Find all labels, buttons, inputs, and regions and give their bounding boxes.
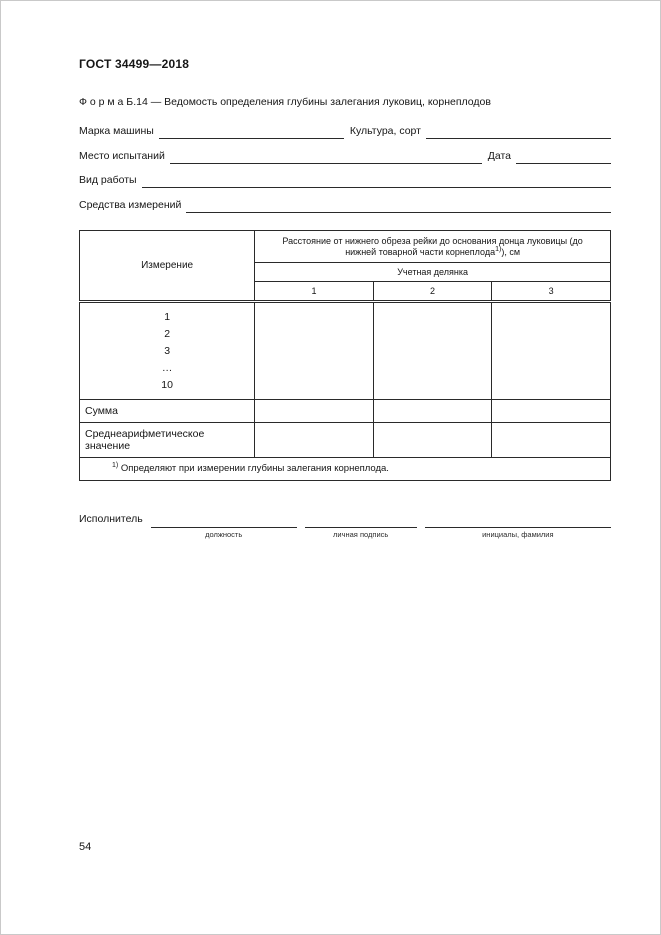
mean-row-label: Среднеарифметическое значение [80, 422, 255, 457]
footnote-row [80, 457, 611, 480]
measurement-number: 3 [164, 344, 171, 357]
data-cell-plot-2 [373, 301, 492, 399]
distance-header-footnote-ref: 1) [495, 245, 502, 253]
position-caption: должность [205, 529, 243, 539]
measurement-numbers-cell [80, 301, 255, 399]
field-row-place [79, 148, 611, 164]
date-label: Дата [487, 149, 511, 162]
culture-label: Культура, сорт [349, 125, 421, 137]
date-line [516, 148, 611, 164]
data-cell-sum-2 [373, 399, 492, 422]
footnote-text: Определяют при измерении глубины залегания корнеплода. [120, 462, 389, 474]
data-cell-mean-1 [255, 422, 374, 457]
personal-signature-caption: личная подпись [333, 529, 389, 539]
work-type-line [142, 172, 611, 188]
distance-header-tail: ), см [501, 246, 521, 257]
data-cell-sum-3 [492, 399, 611, 422]
data-cell-mean-3 [492, 422, 611, 457]
personal-signature-segment [305, 512, 417, 539]
plot-col-1-header: 1 [255, 281, 374, 301]
table-footnote [80, 457, 611, 480]
measurement-number: 2 [164, 327, 171, 340]
sum-row-label: Сумма [80, 399, 255, 422]
data-cell-mean-2 [373, 422, 492, 457]
personal-signature-line [305, 512, 417, 528]
culture-line [426, 123, 611, 139]
position-segment [151, 512, 297, 539]
form-title: Ф о р м а Б.14 — Ведомость определения глубины залегания луковиц, корнеплодов [79, 96, 491, 108]
test-place-label: Место испытаний [79, 149, 165, 162]
executor-signature-row [79, 512, 611, 539]
measurements-table [79, 230, 611, 481]
work-type-label: Вид работы [79, 174, 137, 186]
data-cell-plot-3 [492, 301, 611, 399]
measurement-col-header: Измерение [80, 230, 255, 301]
header-row-distance [80, 230, 611, 262]
plot-col-2-header: 2 [373, 281, 492, 301]
machine-brand-line [159, 123, 344, 139]
distance-header-text: Расстояние от нижнего обреза рейки до основания донца луковицы (до нижней товарной части корнеплода [282, 235, 583, 257]
data-cell-sum-1 [255, 399, 374, 422]
standard-number: ГОСТ 34499—2018 [79, 57, 190, 71]
measurements-table-wrap [79, 230, 611, 481]
measurement-number: 10 [161, 378, 173, 391]
field-row-machine [79, 123, 611, 139]
sum-row [80, 399, 611, 422]
plot-header: Учетная делянка [255, 262, 611, 281]
measurement-numbers-row [80, 301, 611, 399]
initials-surname-segment [425, 512, 611, 539]
position-line [151, 512, 297, 528]
instruments-label: Средства измерений [79, 198, 182, 211]
machine-brand-label: Марка машины [79, 125, 154, 137]
plot-col-3-header: 3 [492, 281, 611, 301]
measurement-number: 1 [164, 310, 171, 323]
data-cell-plot-1 [255, 301, 374, 399]
mean-row [80, 422, 611, 457]
initials-surname-line [425, 512, 611, 528]
distance-header [255, 230, 611, 262]
instruments-line [186, 197, 611, 213]
field-row-work [79, 172, 611, 188]
footnote-ref: 1) [112, 461, 119, 469]
measurement-number: … [161, 361, 173, 374]
page-number: 54 [79, 841, 92, 853]
page-content [1, 1, 660, 539]
test-place-line [170, 148, 482, 164]
field-row-instruments [79, 197, 611, 213]
executor-label: Исполнитель [79, 512, 143, 525]
initials-surname-caption: инициалы, фамилия [482, 529, 554, 539]
